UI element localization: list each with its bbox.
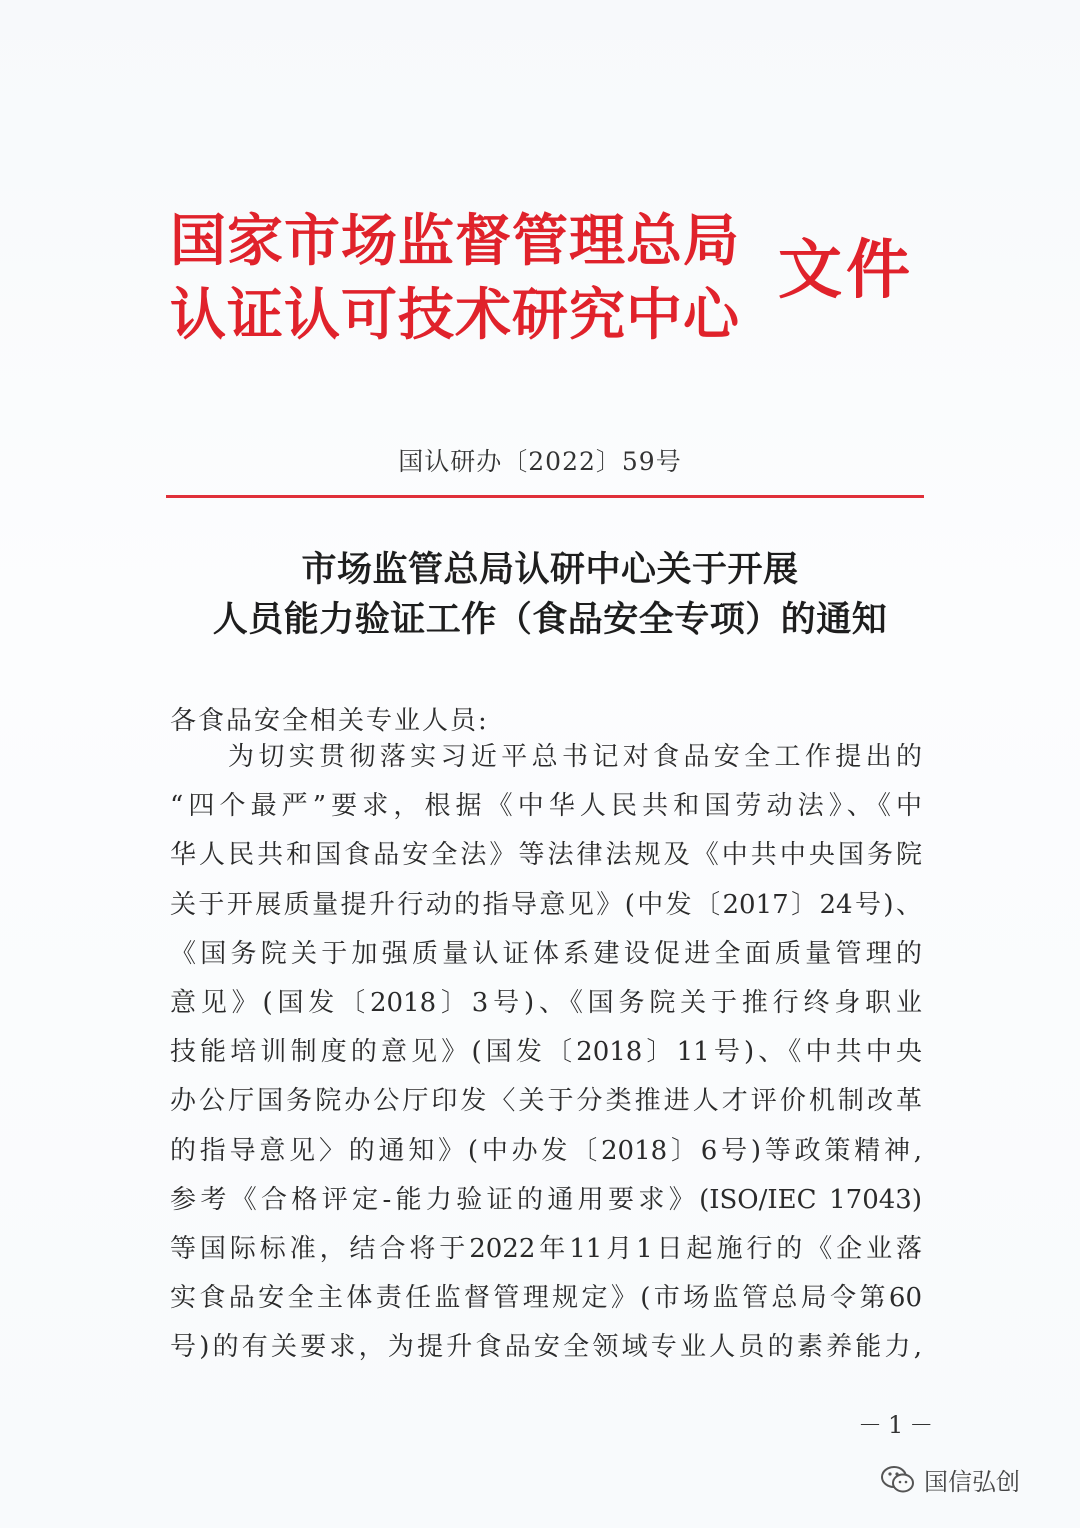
body-line: 的指导意见〉的通知》(中办发〔2018〕6号)等政策精神, bbox=[170, 1136, 922, 1166]
document-number: 国认研办〔2022〕59号 bbox=[398, 447, 682, 476]
red-divider-line bbox=[166, 495, 924, 498]
title-line2: 人员能力验证工作（食品安全专项）的通知 bbox=[212, 600, 888, 640]
notice-title bbox=[170, 545, 930, 645]
body-line: 关于开展质量提升行动的指导意见》(中发〔2017〕24号)、 bbox=[170, 890, 922, 920]
body-line: 为切实贯彻落实习近平总书记对食品安全工作提出的 bbox=[228, 742, 922, 772]
body-line: 等国际标准，结合将于2022年11月1日起施行的《企业落 bbox=[170, 1234, 922, 1264]
wechat-icon bbox=[880, 1465, 916, 1495]
document-type-label: 文件 bbox=[778, 234, 914, 308]
body-line: 参考《合格评定-能力验证的通用要求》(ISO/IEC 17043) bbox=[170, 1185, 922, 1215]
body-line: “四个最严”要求，根据《中华人民共和国劳动法》、《中 bbox=[170, 791, 922, 821]
watermark-text: 国信弘创 bbox=[924, 1468, 1020, 1496]
body-line: 实食品安全主体责任监督管理规定》(市场监管总局令第60 bbox=[170, 1283, 922, 1313]
org-name-line1: 国家市场监督管理总局 bbox=[170, 209, 740, 274]
title-line1: 市场监管总局认研中心关于开展 bbox=[301, 550, 799, 590]
body-line: 华人民共和国食品安全法》等法律法规及《中共中央国务院 bbox=[170, 840, 922, 870]
body-line: 号)的有关要求，为提升食品安全领域专业人员的素养能力, bbox=[170, 1332, 922, 1362]
body-line: 技能培训制度的意见》(国发〔2018〕11号)、《中共中央 bbox=[170, 1037, 922, 1067]
body-line: 《国务院关于加强质量认证体系建设促进全面质量管理的 bbox=[170, 939, 922, 969]
body-line: 办公厅国务院办公厅印发〈关于分类推进人才评价机制改革 bbox=[170, 1086, 922, 1116]
body-line: 意见》(国发〔2018〕3号)、《国务院关于推行终身职业 bbox=[170, 988, 922, 1018]
org-name-line2: 认证认可技术研究中心 bbox=[170, 283, 740, 348]
salutation: 各食品安全相关专业人员: bbox=[170, 706, 489, 736]
account-watermark bbox=[880, 1462, 1020, 1497]
page-number: －1－ bbox=[858, 1411, 940, 1439]
issuing-organization bbox=[170, 205, 740, 353]
